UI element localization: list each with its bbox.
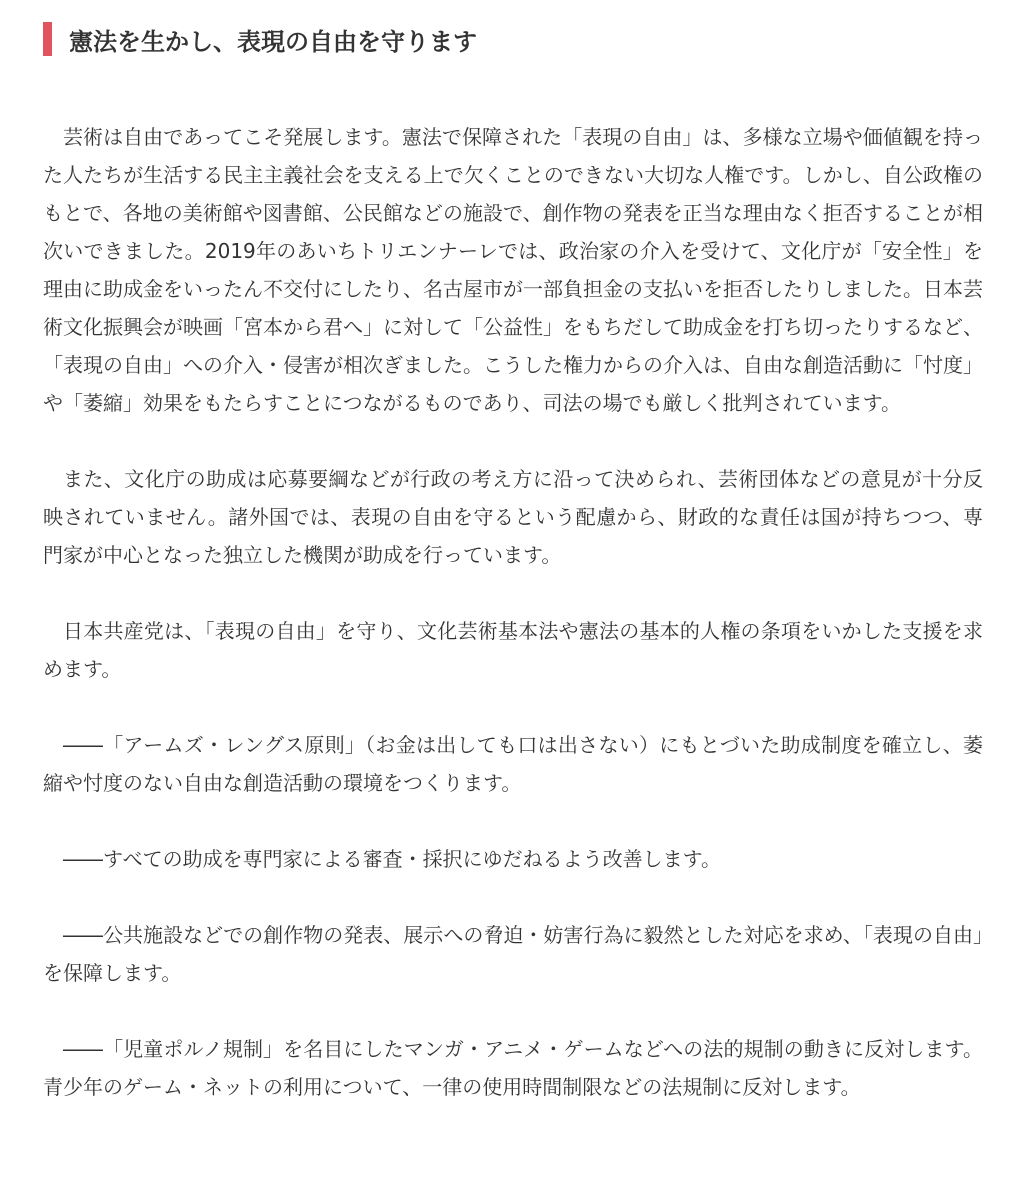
policy-item-expert-review: ――すべての助成を専門家による審査・採択にゆだねるよう改善します。 — [63, 847, 721, 871]
section-heading — [43, 22, 477, 56]
policy-item-arms-length: ――「アームズ・レングス原則」（お金は出しても口は出さない）にもとづいた助成制度を確立し、萎縮や忖度のない自由な創造活動の環境をつくります。 — [43, 733, 983, 795]
heading-accent-bar — [43, 22, 52, 56]
section-title: 憲法を生かし、表現の自由を守ります — [69, 27, 477, 56]
paragraph-agency-grants: また、文化庁の助成は応募要綱などが行政の考え方に沿って決められ、芸術団体などの意見が十分反映されていません。諸外国では、表現の自由を守るという配慮から、財政的な責任は国が持ちつつ、専門家が中心となった独立した機関が助成を行っています。 — [43, 467, 983, 567]
article-body — [43, 118, 983, 1106]
policy-item-public-facilities: ――公共施設などでの創作物の発表、展示への脅迫・妨害行為に毅然とした対応を求め、「表現の自由」を保障します。 — [43, 923, 983, 985]
paragraph-intro: 芸術は自由であってこそ発展します。憲法で保障された「表現の自由」は、多様な立場や価値観を持った人たちが生活する民主主義社会を支える上で欠くことのできない大切な人権です。しかし、自公政権のもとで、各地の美術館や図書館、公民館などの施設で、創作物の発表を正当な理由なく拒否することが相次いできました。2019年のあいちトリエンナーレでは、政治家の介入を受けて、文化庁が「安全性」を理由に助成金をいったん不交付にしたり、名古屋市が一部負担金の支払いを拒否したりしました。日本芸術文化振興会が映画「宮本から君へ」に対して「公益性」をもちだして助成金を打ち切ったりするなど、「表現の自由」への介入・侵害が相次ぎました。こうした権力からの介入は、自由な創造活動に「忖度」や「萎縮」効果をもたらすことにつながるものであり、司法の場でも厳しく批判されています。 — [43, 125, 983, 415]
paragraph-party-position: 日本共産党は、「表現の自由」を守り、文化芸術基本法や憲法の基本的人権の条項をいかした支援を求めます。 — [43, 619, 983, 681]
policy-item-regulation-opposition: ――「児童ポルノ規制」を名目にしたマンガ・アニメ・ゲームなどへの法的規制の動きに反対します。青少年のゲーム・ネットの利用について、一律の使用時間制限などの法規制に反対します。 — [43, 1037, 983, 1099]
